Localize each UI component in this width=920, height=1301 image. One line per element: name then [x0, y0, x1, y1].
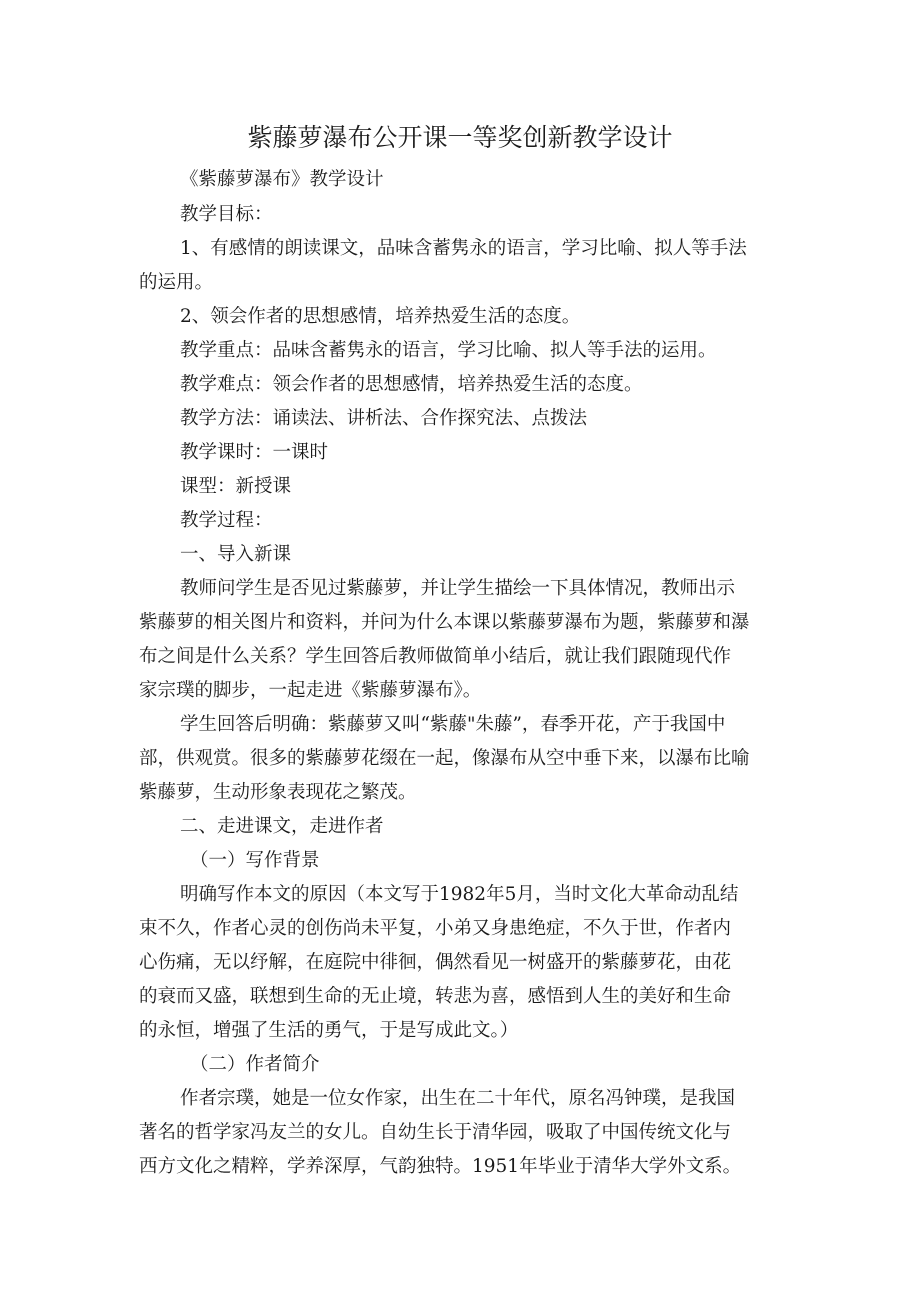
paragraph-2-line-3: 紫藤萝，生动形象表现花之繁茂。	[139, 782, 417, 803]
heading-process: 教学过程：	[180, 510, 273, 531]
objective-1-line-2: 的运用。	[139, 272, 214, 293]
paragraph-1-line-3: 布之间是什么关系？学生回答后教师做简单小结后，就让我们跟随现代作	[139, 646, 732, 667]
subtitle-line: 《紫藤萝瀑布》教学设计	[180, 169, 384, 190]
subsection-author-heading: （二）作者简介	[190, 1054, 320, 1075]
paragraph-4-line-2: 著名的哲学家冯友兰的女儿。自幼生长于清华园，吸取了中国传统文化与	[139, 1122, 732, 1143]
paragraph-3-line-3: 心伤痛，无以纾解，在庭院中徘徊，偶然看见一树盛开的紫藤萝花，由花	[139, 952, 732, 973]
subsection-background-heading: （一）写作背景	[190, 850, 320, 871]
paragraph-2-line-2: 部，供观赏。很多的紫藤萝花缀在一起，像瀑布从空中垂下来，以瀑布比喻	[139, 748, 750, 769]
paragraph-3-line-2: 束不久，作者心灵的创伤尚未平复，小弟又身患绝症，不久于世，作者内	[139, 918, 732, 939]
document-title: 紫藤萝瀑布公开课一等奖创新教学设计	[247, 123, 673, 152]
lesson-hours: 教学课时：一课时	[180, 442, 329, 463]
lesson-type: 课型：新授课	[180, 476, 292, 497]
paragraph-3-line-5: 的永恒，增强了生活的勇气，于是写成此文。）	[139, 1020, 519, 1041]
paragraph-4-line-3: 西方文化之精粹，学养深厚，气韵独特。1951年毕业于清华大学外文系。	[139, 1156, 742, 1177]
paragraph-3-line-4: 的衰而又盛，联想到生命的无止境，转悲为喜，感悟到人生的美好和生命	[139, 986, 732, 1007]
paragraph-1-line-1: 教师问学生是否见过紫藤萝，并让学生描绘一下具体情况，教师出示	[180, 578, 736, 599]
methods: 教学方法：诵读法、讲析法、合作探究法、点拨法	[180, 408, 588, 429]
heading-objectives: 教学目标：	[180, 204, 273, 225]
section-1-heading: 一、导入新课	[180, 544, 292, 565]
paragraph-3-line-1: 明确写作本文的原因（本文写于1982年5月，当时文化大革命动乱结	[180, 884, 739, 905]
key-point: 教学重点：品味含蓄隽永的语言，学习比喻、拟人等手法的运用。	[180, 340, 717, 361]
difficulty: 教学难点：领会作者的思想感情，培养热爱生活的态度。	[180, 374, 643, 395]
paragraph-1-line-4: 家宗璞的脚步，一起走进《紫藤萝瀑布》。	[139, 680, 482, 701]
objective-2: 2、领会作者的思想感情，培养热爱生活的态度。	[180, 306, 581, 327]
section-2-heading: 二、走进课文，走进作者	[180, 816, 384, 837]
paragraph-2-line-1: 学生回答后明确：紫藤萝又叫“紫藤"朱藤”，春季开花，产于我国中	[180, 714, 726, 735]
objective-1-line-1: 1、有感情的朗读课文，品味含蓄隽永的语言，学习比喻、拟人等手法	[180, 238, 747, 259]
paragraph-1-line-2: 紫藤萝的相关图片和资料，并问为什么本课以紫藤萝瀑布为题，紫藤萝和瀑	[139, 612, 750, 633]
paragraph-4-line-1: 作者宗璞，她是一位女作家，出生在二十年代，原名冯钟璞，是我国	[180, 1088, 736, 1109]
